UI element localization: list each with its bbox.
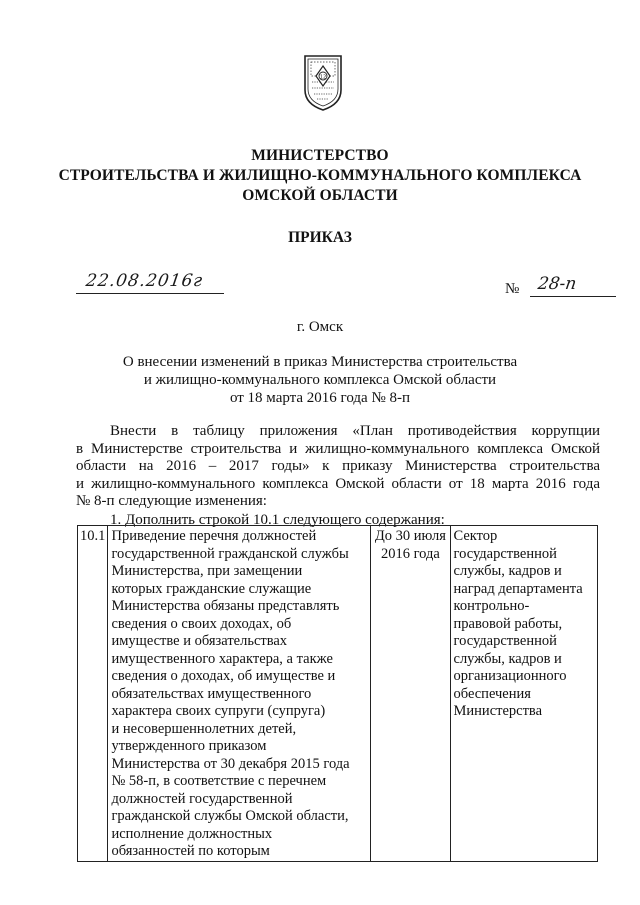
measure-line: Министерства обязаны представлять — [111, 598, 340, 614]
measure-line: сведения о доходах, об имуществе и — [111, 668, 336, 684]
body-line-4: и жилищно-коммунального комплекса Омской области от 18 марта 2016 года — [76, 475, 600, 492]
coat-of-arms-emblem — [303, 52, 343, 112]
deadline-line: 2016 года — [380, 545, 440, 562]
responsible-cell — [450, 526, 597, 862]
date-underline — [76, 292, 224, 294]
measure-line: обязанностей по которым — [111, 843, 270, 859]
responsible-line: контрольно- — [453, 598, 530, 614]
responsible-line: службы, кадров и — [453, 650, 562, 667]
measure-line: характера своих супруги (супруга) — [111, 703, 326, 719]
measure-line: Приведение перечня должностей — [111, 528, 317, 544]
subject-line-2: и жилищно-коммунального комплекса Омской области — [143, 372, 497, 388]
ministry-line-3: ОМСКОЙ ОБЛАСТИ — [242, 187, 398, 204]
deadline-cell — [371, 526, 450, 862]
body-line-3: области на 2016 – 2017 годы» к приказу Министерства строительства — [76, 458, 600, 474]
amendment-table — [77, 525, 598, 905]
ministry-line-2: СТРОИТЕЛЬСТВА И ЖИЛИЩНО-КОММУНАЛЬНОГО КОМПЛЕКСА — [58, 167, 582, 184]
responsible-line: государственной — [453, 633, 557, 649]
responsible-line: обеспечения — [453, 685, 531, 702]
responsible-line: государственной — [453, 545, 557, 562]
body-paragraph — [76, 423, 600, 529]
row-number-cell: 10.1 — [78, 526, 108, 862]
measure-line: и несовершеннолетних детей, — [111, 720, 297, 737]
order-number-handwritten: 28-п — [536, 274, 578, 294]
body-line-2: в Министерстве строительства и жилищно-коммунального комплекса Омской — [76, 440, 600, 457]
body-line-1: Внести в таблицу приложения «План противодействия коррупции — [110, 423, 600, 439]
table-row — [78, 526, 598, 862]
measure-line: обязательствах имущественного — [111, 685, 312, 702]
measure-line: исполнение должностных — [111, 825, 273, 842]
measure-line: государственной гражданской службы — [111, 545, 349, 562]
body-line-5: № 8-п следующие изменения: — [76, 493, 267, 509]
order-subject — [0, 353, 640, 407]
subject-line-1: О внесении изменений в приказ Министерства строительства — [122, 354, 518, 370]
measure-line: гражданской службы Омской области, — [111, 808, 349, 824]
measure-line: которых гражданские служащие — [111, 580, 312, 597]
measure-line: имуществе и обязательствах — [111, 633, 288, 649]
order-date-handwritten: 22.08.2016г — [84, 271, 205, 291]
ministry-line-1: МИНИСТЕРСТВО — [251, 147, 389, 164]
measure-line: № 58-п, в соответствие с перечнем — [111, 773, 327, 789]
svg-text:12: 12 — [319, 74, 327, 81]
deadline-line: До 30 июля — [374, 528, 446, 544]
measure-line: утвержденного приказом — [111, 738, 267, 754]
number-underline — [530, 295, 616, 297]
measure-text-cell — [108, 526, 371, 862]
body-line-6: 1. Дополнить строкой 10.1 следующего содержания: — [110, 511, 445, 528]
measure-line: Министерства, при замещении — [111, 563, 303, 579]
measure-line: Министерства от 30 декабря 2015 года — [111, 755, 350, 772]
responsible-line: организационного — [453, 668, 567, 684]
ministry-name — [0, 146, 640, 206]
responsible-line: наград департамента — [453, 580, 583, 597]
document-type-title: ПРИКАЗ — [288, 229, 352, 246]
responsible-line: правовой работы, — [453, 615, 563, 632]
number-sign: № — [505, 281, 520, 297]
city-name: г. Омск — [296, 319, 344, 335]
measure-line: должностей государственной — [111, 790, 293, 807]
responsible-line: Сектор — [453, 528, 498, 544]
subject-line-3: от 18 марта 2016 года № 8-п — [229, 390, 411, 406]
measure-line: имущественного характера, а также — [111, 650, 333, 667]
responsible-line: службы, кадров и — [453, 563, 562, 579]
responsible-line: Министерства — [453, 703, 543, 719]
measure-line: сведения о своих доходах, об — [111, 615, 292, 632]
plan-table — [77, 525, 598, 862]
